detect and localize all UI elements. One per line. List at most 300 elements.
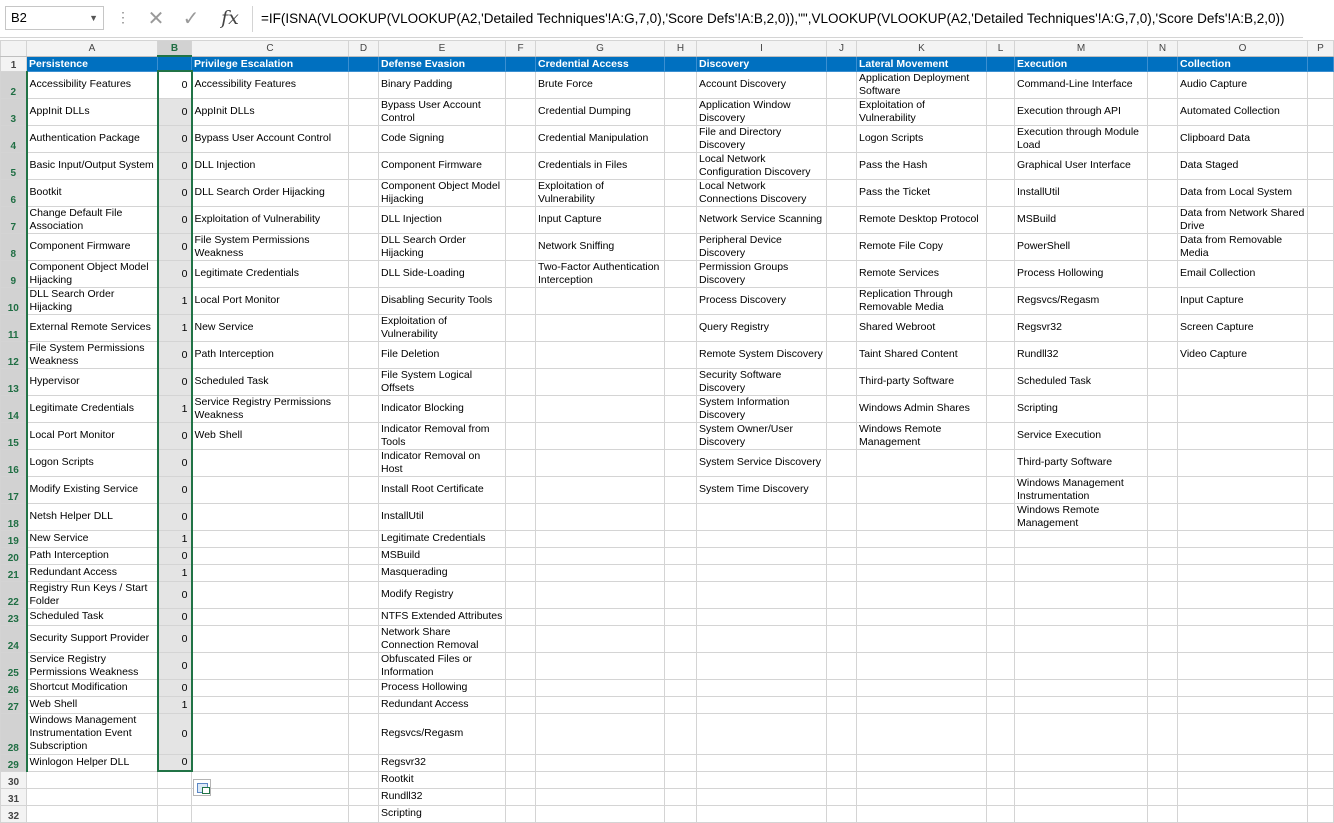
cell-b24[interactable]: 0 <box>158 625 192 652</box>
cell-i23[interactable] <box>697 608 827 625</box>
cell-e7[interactable]: DLL Injection <box>379 206 506 233</box>
row-header[interactable]: 14 <box>1 395 27 422</box>
cell-b25[interactable]: 0 <box>158 652 192 679</box>
chevron-down-icon[interactable]: ▼ <box>89 13 98 23</box>
cell-e15[interactable]: Indicator Removal from Tools <box>379 422 506 449</box>
cell-j2[interactable] <box>827 71 857 98</box>
cell-p4[interactable] <box>1308 125 1334 152</box>
cell-f14[interactable] <box>506 395 536 422</box>
cell-g25[interactable] <box>536 652 665 679</box>
cell-c28[interactable] <box>192 713 349 754</box>
cell-l6[interactable] <box>987 179 1015 206</box>
cell-k18[interactable] <box>857 503 987 530</box>
cell-o31[interactable] <box>1178 788 1308 805</box>
column-header-a[interactable]: A <box>27 41 158 57</box>
cell-d23[interactable] <box>349 608 379 625</box>
cell-b29[interactable]: 0 <box>158 754 192 771</box>
cell-h27[interactable] <box>665 696 697 713</box>
cell-a30[interactable] <box>27 771 158 788</box>
cell-a7[interactable]: Change Default File Association <box>27 206 158 233</box>
cell-m17[interactable]: Windows Management Instrumentation <box>1015 476 1148 503</box>
cell-e5[interactable]: Component Firmware <box>379 152 506 179</box>
cell-m5[interactable]: Graphical User Interface <box>1015 152 1148 179</box>
cell-b32[interactable] <box>158 805 192 822</box>
cell-p1[interactable] <box>1308 56 1334 71</box>
cell-b30[interactable] <box>158 771 192 788</box>
cell-e8[interactable]: DLL Search Order Hijacking <box>379 233 506 260</box>
cell-e9[interactable]: DLL Side-Loading <box>379 260 506 287</box>
cell-n3[interactable] <box>1148 98 1178 125</box>
cell-g22[interactable] <box>536 581 665 608</box>
cell-n9[interactable] <box>1148 260 1178 287</box>
cell-f25[interactable] <box>506 652 536 679</box>
cell-b15[interactable]: 0 <box>158 422 192 449</box>
cell-h26[interactable] <box>665 679 697 696</box>
cell-c8[interactable]: File System Permissions Weakness <box>192 233 349 260</box>
cell-c17[interactable] <box>192 476 349 503</box>
cell-n20[interactable] <box>1148 547 1178 564</box>
row-header[interactable]: 2 <box>1 71 27 98</box>
cell-g21[interactable] <box>536 564 665 581</box>
cell-j22[interactable] <box>827 581 857 608</box>
cell-d17[interactable] <box>349 476 379 503</box>
cell-a3[interactable]: AppInit DLLs <box>27 98 158 125</box>
cell-f16[interactable] <box>506 449 536 476</box>
cell-j7[interactable] <box>827 206 857 233</box>
row-header[interactable]: 24 <box>1 625 27 652</box>
cell-e13[interactable]: File System Logical Offsets <box>379 368 506 395</box>
cell-d15[interactable] <box>349 422 379 449</box>
cell-i30[interactable] <box>697 771 827 788</box>
cell-p11[interactable] <box>1308 314 1334 341</box>
row-header[interactable]: 9 <box>1 260 27 287</box>
cell-n11[interactable] <box>1148 314 1178 341</box>
cell-b10[interactable]: 1 <box>158 287 192 314</box>
row-header[interactable]: 10 <box>1 287 27 314</box>
cell-o19[interactable] <box>1178 530 1308 547</box>
cell-m18[interactable]: Windows Remote Management <box>1015 503 1148 530</box>
cell-l9[interactable] <box>987 260 1015 287</box>
cell-g16[interactable] <box>536 449 665 476</box>
cell-l17[interactable] <box>987 476 1015 503</box>
cell-k1[interactable]: Lateral Movement <box>857 56 987 71</box>
cell-l23[interactable] <box>987 608 1015 625</box>
cell-d8[interactable] <box>349 233 379 260</box>
cell-a11[interactable]: External Remote Services <box>27 314 158 341</box>
cell-j27[interactable] <box>827 696 857 713</box>
cell-m22[interactable] <box>1015 581 1148 608</box>
cell-o23[interactable] <box>1178 608 1308 625</box>
cell-e20[interactable]: MSBuild <box>379 547 506 564</box>
cell-a14[interactable]: Legitimate Credentials <box>27 395 158 422</box>
cell-a9[interactable]: Component Object Model Hijacking <box>27 260 158 287</box>
cell-h4[interactable] <box>665 125 697 152</box>
cell-a25[interactable]: Service Registry Permissions Weakness <box>27 652 158 679</box>
more-options-icon[interactable]: ⋮ <box>116 9 130 25</box>
cell-e3[interactable]: Bypass User Account Control <box>379 98 506 125</box>
cell-j13[interactable] <box>827 368 857 395</box>
cell-g4[interactable]: Credential Manipulation <box>536 125 665 152</box>
cell-d4[interactable] <box>349 125 379 152</box>
cell-a16[interactable]: Logon Scripts <box>27 449 158 476</box>
cell-h11[interactable] <box>665 314 697 341</box>
row-header[interactable]: 20 <box>1 547 27 564</box>
cell-l13[interactable] <box>987 368 1015 395</box>
cell-k6[interactable]: Pass the Ticket <box>857 179 987 206</box>
cell-b6[interactable]: 0 <box>158 179 192 206</box>
cell-e21[interactable]: Masquerading <box>379 564 506 581</box>
cell-n26[interactable] <box>1148 679 1178 696</box>
cell-m15[interactable]: Service Execution <box>1015 422 1148 449</box>
cell-a15[interactable]: Local Port Monitor <box>27 422 158 449</box>
cell-h31[interactable] <box>665 788 697 805</box>
cell-n29[interactable] <box>1148 754 1178 771</box>
cell-a27[interactable]: Web Shell <box>27 696 158 713</box>
cell-b9[interactable]: 0 <box>158 260 192 287</box>
cell-j32[interactable] <box>827 805 857 822</box>
column-header-d[interactable]: D <box>349 41 379 57</box>
cell-a6[interactable]: Bootkit <box>27 179 158 206</box>
cell-h12[interactable] <box>665 341 697 368</box>
cell-n8[interactable] <box>1148 233 1178 260</box>
cell-f30[interactable] <box>506 771 536 788</box>
insert-function-icon[interactable]: fx <box>221 7 239 29</box>
cell-g23[interactable] <box>536 608 665 625</box>
cell-k13[interactable]: Third-party Software <box>857 368 987 395</box>
column-header-i[interactable]: I <box>697 41 827 57</box>
cell-f26[interactable] <box>506 679 536 696</box>
cell-g19[interactable] <box>536 530 665 547</box>
cell-j5[interactable] <box>827 152 857 179</box>
cell-p16[interactable] <box>1308 449 1334 476</box>
cell-e17[interactable]: Install Root Certificate <box>379 476 506 503</box>
cell-l28[interactable] <box>987 713 1015 754</box>
cell-i26[interactable] <box>697 679 827 696</box>
select-all-corner[interactable] <box>1 41 27 57</box>
cell-f20[interactable] <box>506 547 536 564</box>
row-header[interactable]: 3 <box>1 98 27 125</box>
cell-l1[interactable] <box>987 56 1015 71</box>
cell-i4[interactable]: File and Directory Discovery <box>697 125 827 152</box>
cell-e26[interactable]: Process Hollowing <box>379 679 506 696</box>
cell-i28[interactable] <box>697 713 827 754</box>
row-header[interactable]: 5 <box>1 152 27 179</box>
cell-e18[interactable]: InstallUtil <box>379 503 506 530</box>
cell-d14[interactable] <box>349 395 379 422</box>
cell-f27[interactable] <box>506 696 536 713</box>
cell-n31[interactable] <box>1148 788 1178 805</box>
cell-i32[interactable] <box>697 805 827 822</box>
cell-f23[interactable] <box>506 608 536 625</box>
cell-h6[interactable] <box>665 179 697 206</box>
cell-d31[interactable] <box>349 788 379 805</box>
cell-n10[interactable] <box>1148 287 1178 314</box>
cell-g8[interactable]: Network Sniffing <box>536 233 665 260</box>
cell-p26[interactable] <box>1308 679 1334 696</box>
row-header[interactable]: 12 <box>1 341 27 368</box>
cell-f4[interactable] <box>506 125 536 152</box>
cell-e14[interactable]: Indicator Blocking <box>379 395 506 422</box>
cell-j18[interactable] <box>827 503 857 530</box>
cell-j11[interactable] <box>827 314 857 341</box>
cell-c5[interactable]: DLL Injection <box>192 152 349 179</box>
cell-d12[interactable] <box>349 341 379 368</box>
cell-p9[interactable] <box>1308 260 1334 287</box>
row-header[interactable]: 4 <box>1 125 27 152</box>
cell-h30[interactable] <box>665 771 697 788</box>
cell-a4[interactable]: Authentication Package <box>27 125 158 152</box>
cell-k16[interactable] <box>857 449 987 476</box>
cell-b12[interactable]: 0 <box>158 341 192 368</box>
cell-j8[interactable] <box>827 233 857 260</box>
cell-l12[interactable] <box>987 341 1015 368</box>
column-header-e[interactable]: E <box>379 41 506 57</box>
cell-m7[interactable]: MSBuild <box>1015 206 1148 233</box>
row-header[interactable]: 15 <box>1 422 27 449</box>
row-header[interactable]: 17 <box>1 476 27 503</box>
cell-a12[interactable]: File System Permissions Weakness <box>27 341 158 368</box>
cell-k27[interactable] <box>857 696 987 713</box>
cell-l2[interactable] <box>987 71 1015 98</box>
cell-p15[interactable] <box>1308 422 1334 449</box>
cell-m21[interactable] <box>1015 564 1148 581</box>
cell-f17[interactable] <box>506 476 536 503</box>
cell-m29[interactable] <box>1015 754 1148 771</box>
cell-i7[interactable]: Network Service Scanning <box>697 206 827 233</box>
cell-p5[interactable] <box>1308 152 1334 179</box>
cell-g30[interactable] <box>536 771 665 788</box>
column-header-l[interactable]: L <box>987 41 1015 57</box>
cell-b20[interactable]: 0 <box>158 547 192 564</box>
row-header[interactable]: 25 <box>1 652 27 679</box>
column-header-f[interactable]: F <box>506 41 536 57</box>
cell-m12[interactable]: Rundll32 <box>1015 341 1148 368</box>
cell-f32[interactable] <box>506 805 536 822</box>
cell-g17[interactable] <box>536 476 665 503</box>
cell-c21[interactable] <box>192 564 349 581</box>
cell-h2[interactable] <box>665 71 697 98</box>
cell-i24[interactable] <box>697 625 827 652</box>
cell-f18[interactable] <box>506 503 536 530</box>
cell-c9[interactable]: Legitimate Credentials <box>192 260 349 287</box>
cell-k25[interactable] <box>857 652 987 679</box>
cell-j21[interactable] <box>827 564 857 581</box>
cell-c10[interactable]: Local Port Monitor <box>192 287 349 314</box>
column-header-m[interactable]: M <box>1015 41 1148 57</box>
cell-d19[interactable] <box>349 530 379 547</box>
cell-k8[interactable]: Remote File Copy <box>857 233 987 260</box>
cell-i16[interactable]: System Service Discovery <box>697 449 827 476</box>
cell-n27[interactable] <box>1148 696 1178 713</box>
cell-p17[interactable] <box>1308 476 1334 503</box>
cancel-icon[interactable]: ✕ <box>147 8 165 30</box>
cell-g2[interactable]: Brute Force <box>536 71 665 98</box>
cell-f6[interactable] <box>506 179 536 206</box>
cell-i18[interactable] <box>697 503 827 530</box>
cell-c30[interactable] <box>192 771 349 788</box>
cell-m28[interactable] <box>1015 713 1148 754</box>
cell-k24[interactable] <box>857 625 987 652</box>
cell-d30[interactable] <box>349 771 379 788</box>
cell-p6[interactable] <box>1308 179 1334 206</box>
cell-l19[interactable] <box>987 530 1015 547</box>
cell-i12[interactable]: Remote System Discovery <box>697 341 827 368</box>
cell-i5[interactable]: Local Network Configuration Discovery <box>697 152 827 179</box>
cell-d2[interactable] <box>349 71 379 98</box>
column-header-c[interactable]: C <box>192 41 349 57</box>
cell-a20[interactable]: Path Interception <box>27 547 158 564</box>
cell-a31[interactable] <box>27 788 158 805</box>
cell-f9[interactable] <box>506 260 536 287</box>
cell-b28[interactable]: 0 <box>158 713 192 754</box>
column-header-k[interactable]: K <box>857 41 987 57</box>
cell-k3[interactable]: Exploitation of Vulnerability <box>857 98 987 125</box>
cell-o5[interactable]: Data Staged <box>1178 152 1308 179</box>
cell-c23[interactable] <box>192 608 349 625</box>
cell-m30[interactable] <box>1015 771 1148 788</box>
cell-m23[interactable] <box>1015 608 1148 625</box>
column-header-n[interactable]: N <box>1148 41 1178 57</box>
cell-k17[interactable] <box>857 476 987 503</box>
cell-h24[interactable] <box>665 625 697 652</box>
cell-f5[interactable] <box>506 152 536 179</box>
cell-c16[interactable] <box>192 449 349 476</box>
cell-b7[interactable]: 0 <box>158 206 192 233</box>
cell-p24[interactable] <box>1308 625 1334 652</box>
cell-i3[interactable]: Application Window Discovery <box>697 98 827 125</box>
cell-j1[interactable] <box>827 56 857 71</box>
cell-p31[interactable] <box>1308 788 1334 805</box>
cell-g24[interactable] <box>536 625 665 652</box>
cell-j20[interactable] <box>827 547 857 564</box>
cell-m6[interactable]: InstallUtil <box>1015 179 1148 206</box>
cell-i8[interactable]: Peripheral Device Discovery <box>697 233 827 260</box>
cell-e31[interactable]: Rundll32 <box>379 788 506 805</box>
cell-g10[interactable] <box>536 287 665 314</box>
cell-k5[interactable]: Pass the Hash <box>857 152 987 179</box>
cell-c7[interactable]: Exploitation of Vulnerability <box>192 206 349 233</box>
cell-h19[interactable] <box>665 530 697 547</box>
row-header[interactable]: 13 <box>1 368 27 395</box>
cell-e28[interactable]: Regsvcs/Regasm <box>379 713 506 754</box>
cell-g14[interactable] <box>536 395 665 422</box>
cell-o22[interactable] <box>1178 581 1308 608</box>
cell-b26[interactable]: 0 <box>158 679 192 696</box>
cell-k12[interactable]: Taint Shared Content <box>857 341 987 368</box>
cell-f3[interactable] <box>506 98 536 125</box>
cell-l3[interactable] <box>987 98 1015 125</box>
cell-o32[interactable] <box>1178 805 1308 822</box>
cell-n21[interactable] <box>1148 564 1178 581</box>
cell-j26[interactable] <box>827 679 857 696</box>
cell-c1[interactable]: Privilege Escalation <box>192 56 349 71</box>
cell-m16[interactable]: Third-party Software <box>1015 449 1148 476</box>
cell-o28[interactable] <box>1178 713 1308 754</box>
cell-i19[interactable] <box>697 530 827 547</box>
cell-c19[interactable] <box>192 530 349 547</box>
cell-i29[interactable] <box>697 754 827 771</box>
cell-h25[interactable] <box>665 652 697 679</box>
cell-p2[interactable] <box>1308 71 1334 98</box>
cell-m14[interactable]: Scripting <box>1015 395 1148 422</box>
cell-b17[interactable]: 0 <box>158 476 192 503</box>
cell-j30[interactable] <box>827 771 857 788</box>
cell-k23[interactable] <box>857 608 987 625</box>
cell-n4[interactable] <box>1148 125 1178 152</box>
cell-k15[interactable]: Windows Remote Management <box>857 422 987 449</box>
cell-j23[interactable] <box>827 608 857 625</box>
cell-c31[interactable] <box>192 788 349 805</box>
cell-h22[interactable] <box>665 581 697 608</box>
cell-o30[interactable] <box>1178 771 1308 788</box>
cell-g13[interactable] <box>536 368 665 395</box>
cell-g12[interactable] <box>536 341 665 368</box>
cell-h18[interactable] <box>665 503 697 530</box>
cell-o26[interactable] <box>1178 679 1308 696</box>
cell-b3[interactable]: 0 <box>158 98 192 125</box>
cell-p30[interactable] <box>1308 771 1334 788</box>
cell-i25[interactable] <box>697 652 827 679</box>
cell-k31[interactable] <box>857 788 987 805</box>
cell-n30[interactable] <box>1148 771 1178 788</box>
cell-o10[interactable]: Input Capture <box>1178 287 1308 314</box>
cell-d26[interactable] <box>349 679 379 696</box>
row-header[interactable]: 1 <box>1 56 27 71</box>
cell-f31[interactable] <box>506 788 536 805</box>
cell-e6[interactable]: Component Object Model Hijacking <box>379 179 506 206</box>
cell-g32[interactable] <box>536 805 665 822</box>
cell-b21[interactable]: 1 <box>158 564 192 581</box>
cell-o25[interactable] <box>1178 652 1308 679</box>
cell-a10[interactable]: DLL Search Order Hijacking <box>27 287 158 314</box>
cell-p19[interactable] <box>1308 530 1334 547</box>
cell-j19[interactable] <box>827 530 857 547</box>
cell-e11[interactable]: Exploitation of Vulnerability <box>379 314 506 341</box>
cell-b1[interactable] <box>158 56 192 71</box>
row-header[interactable]: 18 <box>1 503 27 530</box>
cell-e25[interactable]: Obfuscated Files or Information <box>379 652 506 679</box>
cell-f13[interactable] <box>506 368 536 395</box>
cell-g1[interactable]: Credential Access <box>536 56 665 71</box>
cell-e19[interactable]: Legitimate Credentials <box>379 530 506 547</box>
cell-i21[interactable] <box>697 564 827 581</box>
cell-j25[interactable] <box>827 652 857 679</box>
cell-i9[interactable]: Permission Groups Discovery <box>697 260 827 287</box>
cell-o16[interactable] <box>1178 449 1308 476</box>
cell-i20[interactable] <box>697 547 827 564</box>
cell-n22[interactable] <box>1148 581 1178 608</box>
cell-l24[interactable] <box>987 625 1015 652</box>
cell-n17[interactable] <box>1148 476 1178 503</box>
cell-f2[interactable] <box>506 71 536 98</box>
cell-h9[interactable] <box>665 260 697 287</box>
row-header[interactable]: 30 <box>1 771 27 788</box>
cell-g27[interactable] <box>536 696 665 713</box>
cell-b5[interactable]: 0 <box>158 152 192 179</box>
cell-f11[interactable] <box>506 314 536 341</box>
cell-o15[interactable] <box>1178 422 1308 449</box>
cell-k14[interactable]: Windows Admin Shares <box>857 395 987 422</box>
cell-d6[interactable] <box>349 179 379 206</box>
cell-g15[interactable] <box>536 422 665 449</box>
cell-a23[interactable]: Scheduled Task <box>27 608 158 625</box>
cell-j4[interactable] <box>827 125 857 152</box>
cell-i31[interactable] <box>697 788 827 805</box>
cell-f12[interactable] <box>506 341 536 368</box>
cell-g9[interactable]: Two-Factor Authentication Interception <box>536 260 665 287</box>
cell-k21[interactable] <box>857 564 987 581</box>
cell-k30[interactable] <box>857 771 987 788</box>
